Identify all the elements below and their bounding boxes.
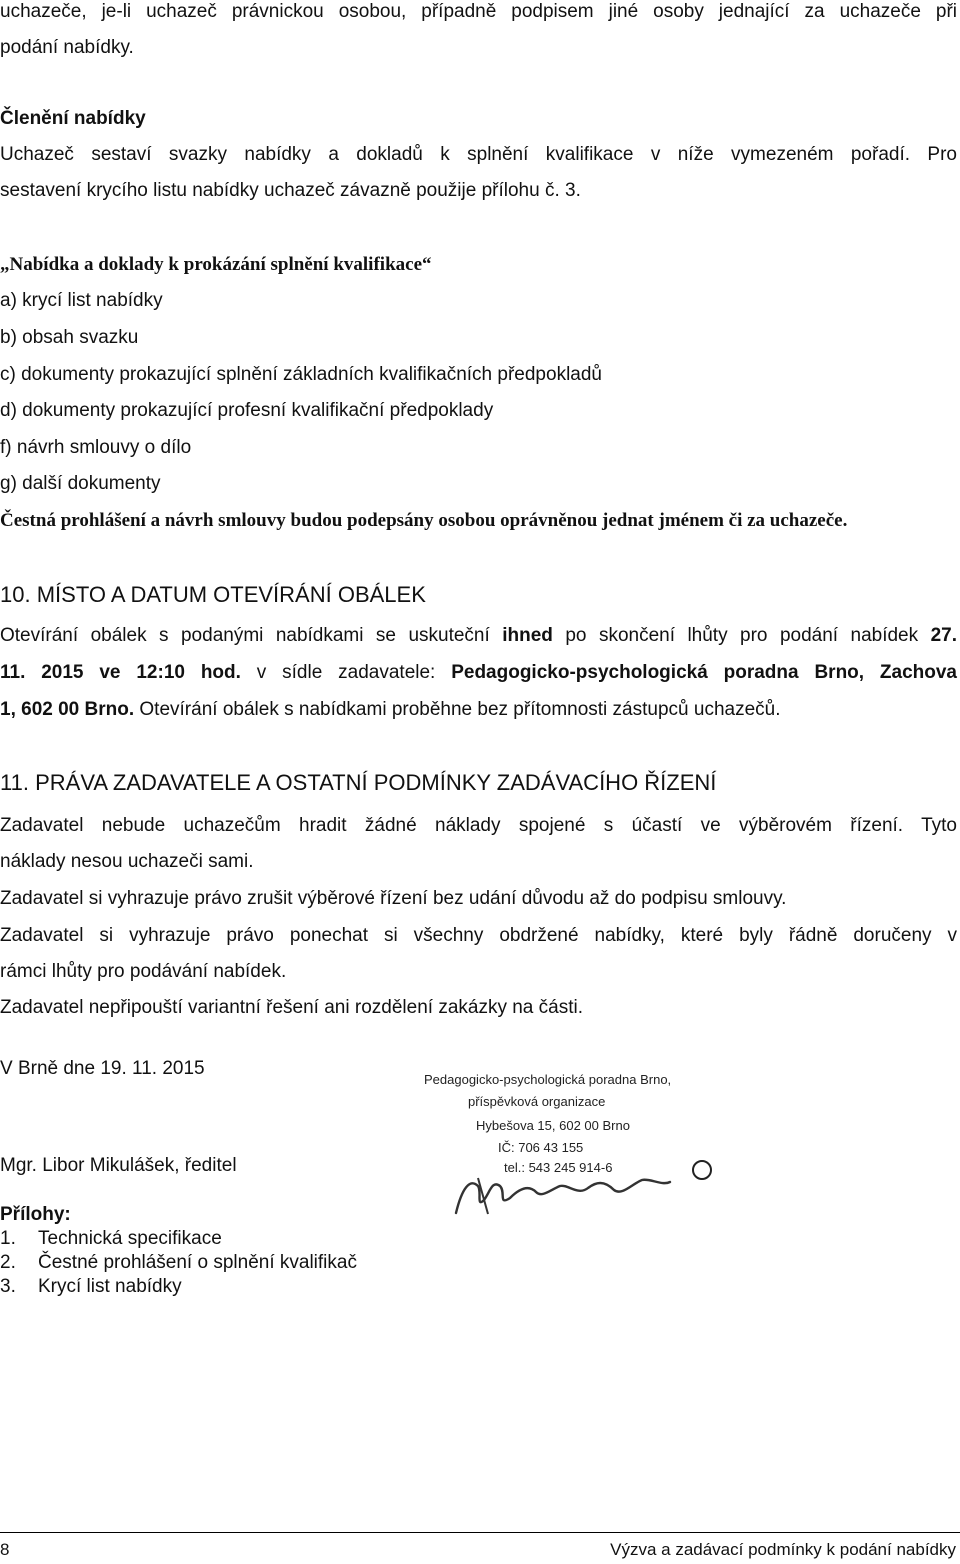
cleneni-line-2: sestavení krycího listu nabídky uchazeč závazně použije přílohu č. 3. bbox=[0, 180, 581, 201]
s10-address-end: 1, 602 00 Brno. bbox=[0, 699, 135, 720]
section-10-line-1 bbox=[0, 624, 957, 648]
priloha-text-1: Technická specifikace bbox=[38, 1228, 222, 1249]
priloha-num-2: 2. bbox=[0, 1252, 16, 1273]
section-10-line-3 bbox=[0, 698, 957, 722]
section-11-number: 11. bbox=[0, 770, 29, 795]
section-11-p3-line-2: rámci lhůty pro podávání nabídek. bbox=[0, 961, 287, 982]
section-10-line-2 bbox=[0, 661, 957, 685]
cleneni-line-1: Uchazeč sestaví svazky nabídky a dokladů k splnění kvalifikace v níže vymezeném pořadí. Pro bbox=[0, 144, 957, 165]
s10-address: Pedagogicko-psychologická poradna Brno, Zachova bbox=[451, 662, 958, 683]
section-11-p2: Zadavatel si vyhrazuje právo zrušit výběrové řízení bez udání důvodu až do podpisu smlouvy. bbox=[0, 888, 787, 909]
stamp-line-4: IČ: 706 43 155 bbox=[498, 1140, 584, 1155]
nabidka-item-g: g) další dokumenty bbox=[0, 473, 161, 494]
nabidka-item-a: a) krycí list nabídky bbox=[0, 290, 163, 311]
section-11-p4: Zadavatel nepřipouští variantní řešení ani rozdělení zakázky na části. bbox=[0, 997, 583, 1018]
priloha-text-3: Krycí list nabídky bbox=[38, 1276, 182, 1297]
section-11-p1-line-1: Zadavatel nebude uchazečům hradit žádné náklady spojené s účastí ve výběrovém řízení. Tyto bbox=[0, 815, 957, 836]
footer-rule bbox=[0, 1532, 960, 1533]
footer-page-number: 8 bbox=[0, 1540, 10, 1559]
s10-text-a: Otevírání obálek s podanými nabídkami se uskuteční bbox=[0, 625, 503, 646]
prilohy-title: Přílohy: bbox=[0, 1204, 71, 1225]
section-10-number: 10. bbox=[0, 582, 31, 607]
section-11-heading bbox=[0, 771, 957, 795]
priloha-item-1 bbox=[0, 1227, 957, 1251]
stamp-line-1: Pedagogicko-psychologická poradna Brno, bbox=[424, 1072, 672, 1087]
s10-text-c: po skončení lhůty pro podání nabídek bbox=[552, 625, 931, 646]
cleneni-title: Členění nabídky bbox=[0, 108, 146, 129]
stamp-line-5: tel.: 543 245 914-6 bbox=[504, 1160, 613, 1175]
stamp-line-2: příspěvková organizace bbox=[468, 1094, 606, 1109]
closing-date: V Brně dne 19. 11. 2015 bbox=[0, 1058, 205, 1079]
signatory: Mgr. Libor Mikulášek, ředitel bbox=[0, 1155, 237, 1176]
s10-ihned: ihned bbox=[502, 625, 553, 646]
priloha-item-3 bbox=[0, 1275, 957, 1299]
nabidka-item-c: c) dokumenty prokazující splnění základních kvalifikačních předpokladů bbox=[0, 364, 602, 385]
stamp-line-3: Hybešova 15, 602 00 Brno bbox=[476, 1118, 630, 1133]
nabidka-title: „Nabídka a doklady k prokázání splnění kvalifikace“ bbox=[0, 254, 432, 275]
priloha-text-2: Čestné prohlášení o splnění kvalifikač bbox=[38, 1252, 357, 1273]
nabidka-item-d: d) dokumenty prokazující profesní kvalifikační předpoklady bbox=[0, 400, 494, 421]
nabidka-item-b: b) obsah svazku bbox=[0, 327, 139, 348]
priloha-num-1: 1. bbox=[0, 1228, 16, 1249]
s10-text-sidle: v sídle zadavatele: bbox=[240, 662, 452, 683]
stamp-image bbox=[418, 1068, 718, 1218]
section-10-heading bbox=[0, 583, 957, 607]
nabidka-item-f: f) návrh smlouvy o dílo bbox=[0, 437, 192, 458]
section-11-p3-line-1: Zadavatel si vyhrazuje právo ponechat si všechny obdržené nabídky, které byly řádně doručeny v bbox=[0, 925, 957, 946]
intro-line-2: podání nabídky. bbox=[0, 37, 134, 58]
s10-date-part: 27. bbox=[930, 625, 957, 646]
intro-line-1: uchazeče, je-li uchazeč právnickou osobou, případně podpisem jiné osoby jednající za uchazeče při bbox=[0, 1, 957, 22]
section-10-title: MÍSTO A DATUM OTEVÍRÁNÍ OBÁLEK bbox=[36, 582, 426, 607]
section-11-title: PRÁVA ZADAVATELE A OSTATNÍ PODMÍNKY ZADÁVACÍHO ŘÍZENÍ bbox=[35, 770, 717, 795]
s10-datetime: 11. 2015 ve 12:10 hod. bbox=[0, 662, 241, 683]
footer-title: Výzva a zadávací podmínky k podání nabídky bbox=[610, 1540, 956, 1559]
stamp-emblem-icon bbox=[693, 1161, 711, 1179]
priloha-item-2 bbox=[0, 1251, 957, 1275]
s10-text-end: Otevírání obálek s nabídkami proběhne bez přítomnosti zástupců uchazečů. bbox=[134, 699, 781, 720]
nabidka-note: Čestná prohlášení a návrh smlouvy budou podepsány osobou oprávněnou jednat jménem či za uchazeče. bbox=[0, 510, 848, 531]
priloha-num-3: 3. bbox=[0, 1276, 16, 1297]
section-11-p1-line-2: náklady nesou uchazeči sami. bbox=[0, 851, 254, 872]
